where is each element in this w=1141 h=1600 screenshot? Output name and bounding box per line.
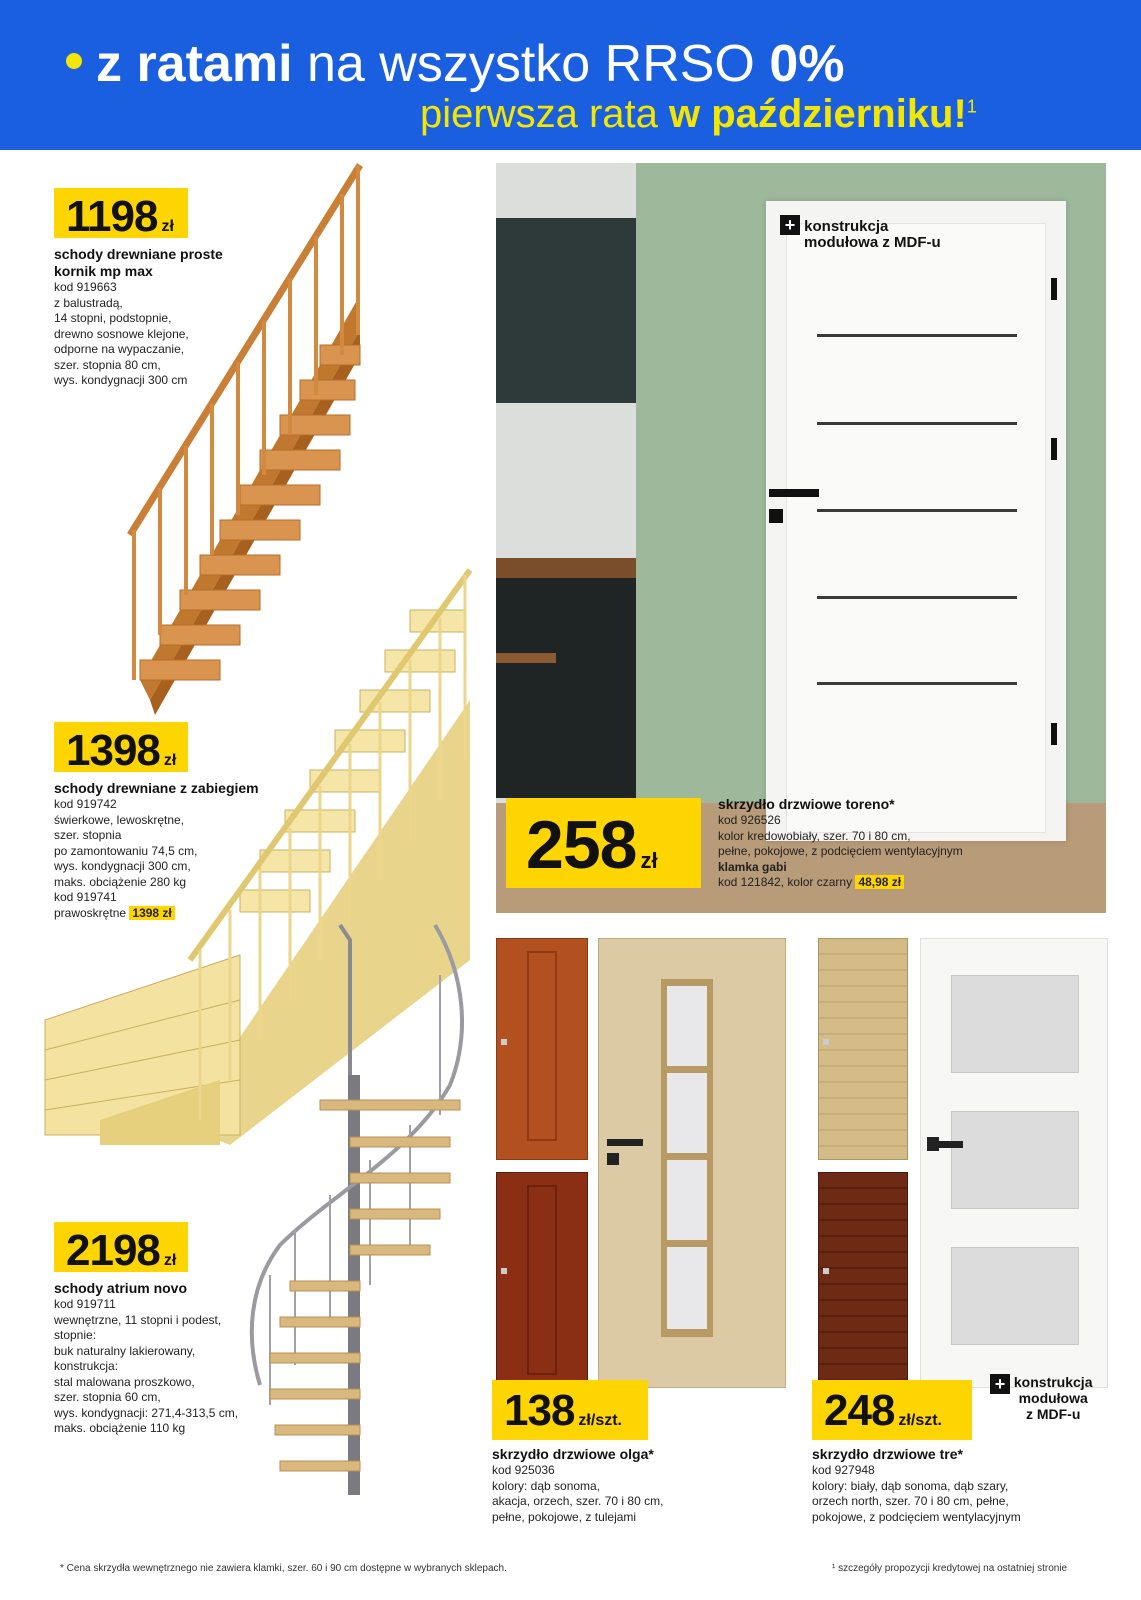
product-info-stairs-zabieg: schody drewniane z zabiegiem kod 919742 świerkowe, lewoskrętne, szer. stopnia po zamontowaniu 74,5 cm, wys. kondygnacji 300 cm, maks. obciążenie 280 kg kod 919741 prawoskrętne 1398 zł bbox=[54, 780, 284, 921]
alt-price-badge: 1398 zł bbox=[129, 906, 174, 920]
banner-subline: pierwsza rata w październiku!$^1$ bbox=[420, 92, 977, 136]
kitchen-counter bbox=[496, 558, 636, 578]
lock-plate bbox=[607, 1153, 619, 1165]
tre-door-swatch-walnut bbox=[818, 1172, 908, 1388]
product-info-tre: skrzydło drzwiowe tre* kod 927948 kolory: biały, dąb sonoma, dąb szary, orzech north, szer. 70 i 80 cm, pełne, pokojowe, z podcięciem wentylacyjnym bbox=[812, 1446, 1112, 1525]
door-handle bbox=[769, 489, 819, 497]
plus-icon: + bbox=[990, 1374, 1010, 1394]
olga-door-swatch-brown bbox=[496, 1172, 588, 1388]
price-tag-tre: 248 zł/szt. bbox=[812, 1380, 972, 1440]
price-tag-stairs-zabieg: 1398 zł bbox=[54, 722, 188, 772]
product-name: schody drewniane proste kornik mp max bbox=[54, 246, 223, 279]
product-info-stairs-kornik: schody drewniane proste kornik mp max kod 919663 z balustradą, 14 stopni, podstopnie, drewno sosnowe klejone, odporne na wypaczanie, szer. stopnia 80 cm, wys. kondygnacji 300 cm bbox=[54, 246, 264, 389]
toreno-door-scene bbox=[496, 163, 1106, 913]
tre-door-swatch-oak bbox=[818, 938, 908, 1160]
price-tag-stairs-atrium: 2198 zł bbox=[54, 1222, 188, 1272]
handle-price-badge: 48,98 zł bbox=[855, 875, 904, 889]
olga-door-main bbox=[598, 938, 786, 1388]
promo-banner bbox=[0, 0, 1141, 150]
product-info-stairs-atrium: schody atrium novo kod 919711 wewnętrzne, 11 stopni i podest, stopnie: buk naturalny lakierowany, konstrukcja: stal malowana proszkowo, szer. stopnia 60 cm, wys. kondygnacji: 271,4-313,5 cm, maks. obciążenie 110 kg bbox=[54, 1280, 284, 1437]
price-tag-toreno: 258 zł bbox=[506, 798, 701, 888]
product-name: skrzydło drzwiowe toreno* bbox=[718, 796, 895, 812]
mdf-badge: + konstrukcja modułowa z MDF-u bbox=[780, 215, 941, 251]
product-name: skrzydło drzwiowe tre* bbox=[812, 1446, 963, 1462]
plus-icon: + bbox=[780, 215, 800, 235]
stool bbox=[496, 653, 556, 813]
hinge-bottom bbox=[1051, 723, 1057, 745]
lock-plate bbox=[769, 509, 783, 523]
product-info-olga: skrzydło drzwiowe olga* kod 925036 kolory: dąb sonoma, akacja, orzech, szer. 70 i 80 cm, pełne, pokojowe, z tulejami bbox=[492, 1446, 722, 1525]
product-name: skrzydło drzwiowe olga* bbox=[492, 1446, 654, 1462]
price-tag-stairs-kornik: 1198 zł bbox=[54, 188, 188, 238]
kitchen-cabinet bbox=[496, 218, 636, 403]
product-name: schody drewniane z zabiegiem bbox=[54, 780, 259, 796]
hinge-mid bbox=[1051, 438, 1057, 460]
bullet-dot bbox=[66, 53, 82, 69]
door-leaf bbox=[786, 223, 1046, 833]
door-handle bbox=[607, 1139, 643, 1146]
product-name: schody atrium novo bbox=[54, 1280, 188, 1296]
footnote-left: * Cena skrzydła wewnętrznego nie zawiera klamki, szer. 60 i 90 cm dostępne w wybranych sklepach. bbox=[60, 1563, 507, 1574]
lock-plate bbox=[927, 1137, 939, 1151]
product-info-toreno: skrzydło drzwiowe toreno* kod 926526 kolor kredowobiały, szer. 70 i 80 cm, pełne, pokojowe, z podcięciem wentylacyjnym klamka gabi kod 121842, kolor czarny 48,98 zł bbox=[718, 796, 1098, 891]
hinge-top bbox=[1051, 278, 1057, 300]
banner-headline: z ratami na wszystko RRSO 0% bbox=[66, 34, 844, 94]
olga-door-swatch-orange bbox=[496, 938, 588, 1160]
price-tag-olga: 138 zł/szt. bbox=[492, 1380, 648, 1440]
tre-mdf-badge: + konstrukcja modułowa z MDF-u bbox=[990, 1374, 1092, 1422]
tre-door-main bbox=[920, 938, 1108, 1388]
footnote-right: ¹ szczegóły propozycji kredytowej na ostatniej stronie bbox=[832, 1563, 1068, 1574]
